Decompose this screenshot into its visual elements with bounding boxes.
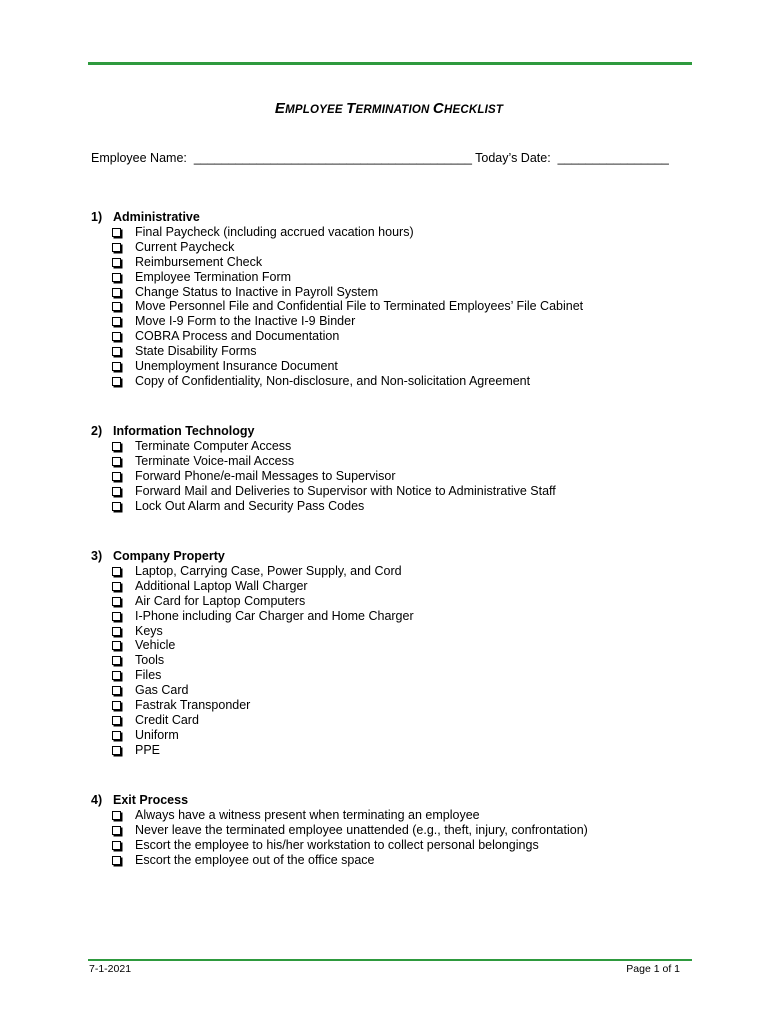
checklist-item-label: Forward Mail and Deliveries to Supervisor with Notice to Administrative Staff bbox=[135, 483, 556, 498]
footer-date: 7-1-2021 bbox=[89, 963, 132, 975]
document-title bbox=[0, 100, 770, 117]
checklist-item bbox=[112, 359, 583, 374]
checklist bbox=[91, 808, 588, 868]
checklist-item bbox=[112, 668, 414, 683]
checklist-item-label: COBRA Process and Documentation bbox=[135, 329, 340, 344]
checklist-item bbox=[112, 499, 556, 514]
section-title: Exit Process bbox=[113, 793, 189, 807]
section-header bbox=[91, 793, 588, 808]
checkbox[interactable] bbox=[112, 597, 121, 606]
checklist-item-label: Vehicle bbox=[135, 638, 176, 653]
checklist-item bbox=[112, 439, 556, 454]
checkbox[interactable] bbox=[112, 746, 121, 755]
checklist-item-label: Always have a witness present when terminating an employee bbox=[135, 808, 480, 822]
checklist-item bbox=[112, 808, 588, 823]
checkbox[interactable] bbox=[112, 567, 121, 576]
checklist-item-label: PPE bbox=[135, 742, 161, 757]
checkbox[interactable] bbox=[112, 288, 121, 297]
checklist-item bbox=[112, 594, 414, 609]
checkbox[interactable] bbox=[112, 811, 121, 820]
checklist-item-label: Lock Out Alarm and Security Pass Codes bbox=[135, 498, 365, 513]
checklist-item bbox=[112, 285, 583, 300]
todays-date-label: Today’s Date: bbox=[475, 151, 551, 165]
checklist-item bbox=[112, 838, 588, 853]
checklist-item bbox=[112, 743, 414, 758]
checklist-item-label: Tools bbox=[135, 653, 165, 668]
checkbox[interactable] bbox=[112, 686, 121, 695]
checkbox[interactable] bbox=[112, 243, 121, 252]
checklist bbox=[91, 564, 414, 758]
section-title: Information Technology bbox=[113, 424, 255, 438]
checklist-item-label: Fastrak Transponder bbox=[135, 698, 251, 713]
checklist-item bbox=[112, 299, 583, 314]
checkbox[interactable] bbox=[112, 258, 121, 267]
checklist-item bbox=[112, 564, 414, 579]
checklist-item bbox=[112, 579, 414, 594]
checkbox[interactable] bbox=[112, 347, 121, 356]
checkbox[interactable] bbox=[112, 656, 121, 665]
checkbox[interactable] bbox=[112, 302, 121, 311]
checklist-item bbox=[112, 469, 556, 484]
checkbox[interactable] bbox=[112, 612, 121, 621]
checklist-item bbox=[112, 698, 414, 713]
checklist bbox=[91, 439, 556, 513]
checklist bbox=[91, 225, 583, 389]
section-header bbox=[91, 210, 583, 225]
checklist-item-label: Escort the employee to his/her workstation to collect personal belongings bbox=[135, 837, 539, 852]
section-header bbox=[91, 424, 556, 439]
checklist-item-label: Employee Termination Form bbox=[135, 269, 292, 284]
checklist-item bbox=[112, 329, 583, 344]
checklist-item bbox=[112, 314, 583, 329]
checklist-item-label: Move I-9 Form to the Inactive I-9 Binder bbox=[135, 314, 356, 329]
section-number: 3) bbox=[91, 549, 103, 563]
checklist-item bbox=[112, 484, 556, 499]
checklist-item-label: Forward Phone/e-mail Messages to Supervisor bbox=[135, 468, 396, 483]
checklist-item bbox=[112, 853, 588, 868]
checkbox[interactable] bbox=[112, 332, 121, 341]
section-number: 4) bbox=[91, 793, 103, 807]
checklist-item-label: I-Phone including Car Charger and Home Charger bbox=[135, 608, 414, 623]
checklist-item bbox=[112, 240, 583, 255]
checkbox[interactable] bbox=[112, 716, 121, 725]
checkbox[interactable] bbox=[112, 273, 121, 282]
checklist-item-label: Change Status to Inactive in Payroll System bbox=[135, 284, 379, 299]
checklist-item-label: Terminate Voice-mail Access bbox=[135, 453, 295, 468]
employee-info-line bbox=[91, 151, 669, 165]
checklist-item-label: Uniform bbox=[135, 727, 179, 742]
section-information-technology bbox=[91, 424, 556, 513]
footer-rule bbox=[88, 959, 692, 961]
section-number: 2) bbox=[91, 424, 103, 438]
checkbox[interactable] bbox=[112, 641, 121, 650]
checkbox[interactable] bbox=[112, 442, 121, 451]
checklist-item bbox=[112, 255, 583, 270]
checklist-item-label: Gas Card bbox=[135, 683, 189, 698]
checkbox[interactable] bbox=[112, 731, 121, 740]
checklist-item-label: Credit Card bbox=[135, 712, 199, 727]
checklist-item bbox=[112, 454, 556, 469]
footer-page-number: Page 1 of 1 bbox=[626, 963, 680, 975]
section-title: Company Property bbox=[113, 549, 225, 563]
employee-name-label: Employee Name: bbox=[91, 151, 187, 165]
checklist-item bbox=[112, 823, 588, 838]
checklist-item-label: Keys bbox=[135, 623, 163, 638]
checkbox[interactable] bbox=[112, 487, 121, 496]
title-part: C bbox=[432, 100, 444, 117]
checklist-item bbox=[112, 609, 414, 624]
checkbox[interactable] bbox=[112, 317, 121, 326]
title-part: ERMINATION bbox=[355, 104, 433, 116]
title-part: HECKLIST bbox=[443, 104, 504, 116]
checklist-item-label: Additional Laptop Wall Charger bbox=[135, 578, 308, 593]
checkbox[interactable] bbox=[112, 856, 121, 865]
checkbox[interactable] bbox=[112, 841, 121, 850]
checklist-item bbox=[112, 728, 414, 743]
checkbox[interactable] bbox=[112, 472, 121, 481]
checklist-item-label: Terminate Computer Access bbox=[135, 439, 292, 453]
checkbox[interactable] bbox=[112, 502, 121, 511]
todays-date-field[interactable]: ________________ bbox=[557, 151, 669, 165]
checkbox[interactable] bbox=[112, 362, 121, 371]
checklist-item bbox=[112, 713, 414, 728]
title-part: E bbox=[274, 100, 286, 117]
checklist-item bbox=[112, 638, 414, 653]
checklist-item-label: Move Personnel File and Confidential File to Terminated Employees’ File Cabinet bbox=[135, 299, 584, 314]
checklist-item bbox=[112, 683, 414, 698]
checklist-item-label: Reimbursement Check bbox=[135, 254, 263, 269]
title-part: MPLOYEE bbox=[285, 104, 347, 116]
checklist-item-label: Air Card for Laptop Computers bbox=[135, 593, 306, 608]
checklist-item-label: Current Paycheck bbox=[135, 239, 235, 254]
checklist-item-label: Never leave the terminated employee unattended (e.g., theft, injury, confrontation) bbox=[135, 822, 588, 837]
checkbox[interactable] bbox=[112, 701, 121, 710]
checkbox[interactable] bbox=[112, 671, 121, 680]
checklist-item bbox=[112, 624, 414, 639]
section-company-property bbox=[91, 549, 414, 758]
checkbox[interactable] bbox=[112, 457, 121, 466]
checklist-item-label: Files bbox=[135, 668, 162, 683]
section-exit-process bbox=[91, 793, 588, 868]
checklist-item-label: Final Paycheck (including accrued vacation hours) bbox=[135, 225, 414, 239]
title-part: T bbox=[346, 100, 356, 117]
checkbox[interactable] bbox=[112, 228, 121, 237]
checkbox[interactable] bbox=[112, 826, 121, 835]
checkbox[interactable] bbox=[112, 582, 121, 591]
checklist-item-label: Escort the employee out of the office space bbox=[135, 852, 375, 867]
section-header bbox=[91, 549, 414, 564]
checklist-item-label: Copy of Confidentiality, Non-disclosure, and Non-solicitation Agreement bbox=[135, 373, 531, 388]
checklist-item bbox=[112, 653, 414, 668]
checklist-item bbox=[112, 270, 583, 285]
header-rule bbox=[88, 62, 692, 65]
checkbox[interactable] bbox=[112, 627, 121, 636]
checklist-item bbox=[112, 344, 583, 359]
checklist-item-label: Unemployment Insurance Document bbox=[135, 359, 338, 374]
checklist-item-label: Laptop, Carrying Case, Power Supply, and Cord bbox=[135, 564, 402, 578]
checklist-item bbox=[112, 374, 583, 389]
employee-name-field[interactable]: ________________________________________ bbox=[193, 151, 472, 165]
checkbox[interactable] bbox=[112, 377, 121, 386]
section-administrative bbox=[91, 210, 583, 389]
checklist-item-label: State Disability Forms bbox=[135, 344, 257, 359]
section-title: Administrative bbox=[113, 210, 200, 224]
section-number: 1) bbox=[91, 210, 103, 224]
checklist-item bbox=[112, 225, 583, 240]
